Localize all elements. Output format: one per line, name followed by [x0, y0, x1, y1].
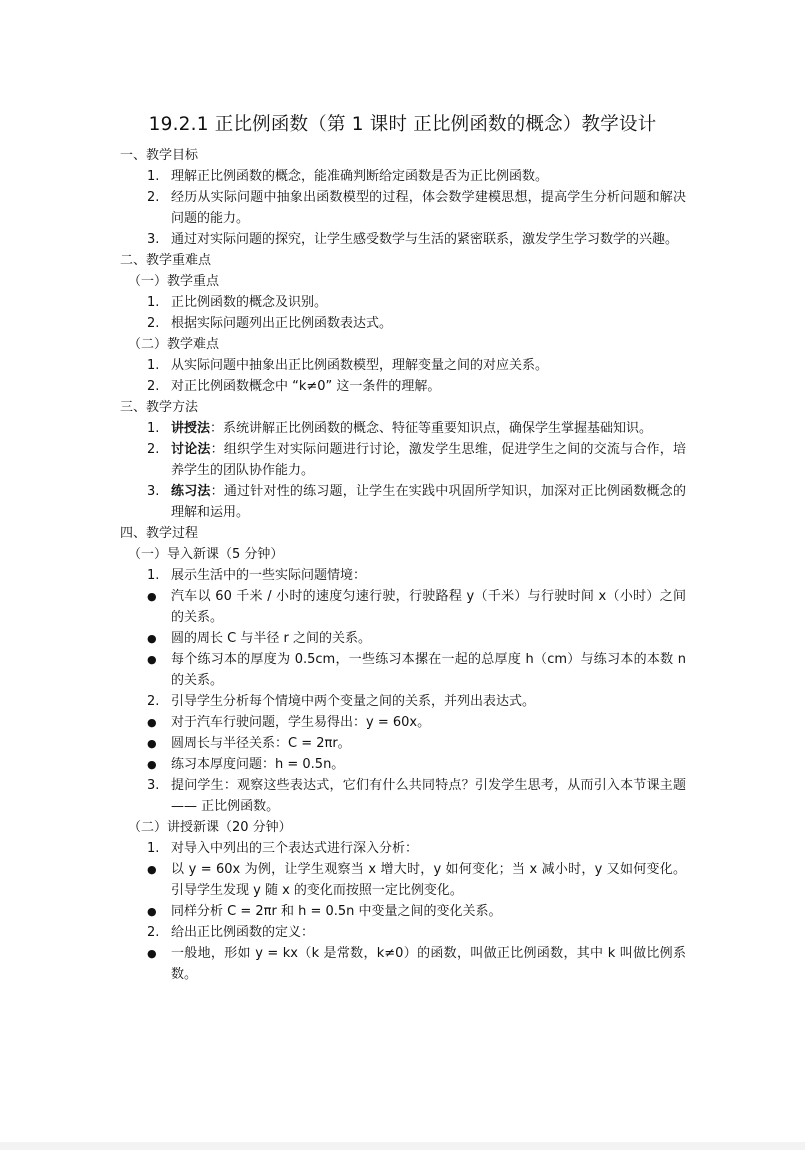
subsection-heading: （二）教学难点 — [128, 337, 220, 352]
method-label: 练习法 — [171, 484, 211, 499]
bullet-item: ● 对于汽车行驶问题，学生易得出：y = 60x。 — [120, 712, 686, 733]
list-item: 2. 讨论法：组织学生对实际问题进行讨论，激发学生思维，促进学生之间的交流与合作，培养学生的团队协作能力。 — [147, 442, 686, 478]
section-heading: 四、教学过程 — [120, 526, 199, 541]
bullet-item: ● 同样分析 C = 2πr 和 h = 0.5n 中变量之间的变化关系。 — [120, 901, 686, 922]
bullet-icon: ● — [147, 947, 157, 960]
bullet-icon: ● — [147, 737, 157, 750]
list-item: 3. 练习法：通过针对性的练习题，让学生在实践中巩固所学知识，加深对正比例函数概念的理解和运用。 — [147, 484, 686, 520]
bullet-item: ● 每个练习本的厚度为 0.5cm，一些练习本摞在一起的总厚度 h（cm）与练习本的本数 n 的关系。 — [120, 649, 686, 691]
bullet-item: ● 汽车以 60 千米 / 小时的速度匀速行驶，行驶路程 y（千米）与行驶时间 x（小时）之间的关系。 — [120, 586, 686, 628]
list-item: 3. 通过对实际问题的探究，让学生感受数学与生活的紧密联系，激发学生学习数学的兴趣。 — [147, 232, 679, 247]
list-item: 3. 提问学生：观察这些表达式，它们有什么共同特点？引发学生思考，从而引入本节课主题 —— 正比例函数。 — [147, 778, 686, 814]
list-item: 2. 对正比例函数概念中 “k≠0” 这一条件的理解。 — [147, 379, 441, 394]
bullet-icon: ● — [147, 758, 157, 771]
list-item: 2. 经历从实际问题中抽象出函数模型的过程，体会数学建模思想，提高学生分析问题和解决问题的能力。 — [147, 190, 686, 226]
subsection-heading: （一）教学重点 — [128, 274, 220, 289]
bullet-icon: ● — [147, 716, 157, 729]
list-item: 2. 根据实际问题列出正比例函数表达式。 — [147, 316, 393, 331]
subsection-heading: （一）导入新课（5 分钟） — [128, 547, 284, 562]
subsection-heading: （二）讲授新课（20 分钟） — [128, 820, 292, 835]
list-item: 1. 理解正比例函数的概念，能准确判断给定函数是否为正比例函数。 — [147, 169, 549, 184]
list-item: 1. 对导入中列出的三个表达式进行深入分析： — [147, 841, 419, 856]
method-label: 讨论法 — [171, 442, 211, 457]
document-title: 19.2.1 正比例函数（第 1 课时 正比例函数的概念）教学设计 — [148, 114, 657, 135]
bullet-item: ● 练习本厚度问题：h = 0.5n。 — [120, 754, 686, 775]
list-item: 2. 给出正比例函数的定义： — [147, 925, 315, 940]
bullet-item: ● 一般地，形如 y = kx（k 是常数，k≠0）的函数，叫做正比例函数，其中 k 叫做比例系数。 — [120, 943, 686, 985]
bullet-item: ● 圆周长与半径关系：C = 2πr。 — [120, 733, 686, 754]
bullet-item: ● 圆的周长 C 与半径 r 之间的关系。 — [120, 628, 686, 649]
bullet-icon: ● — [147, 590, 157, 603]
list-item: 1. 正比例函数的概念及识别。 — [147, 295, 328, 310]
bullet-icon: ● — [147, 653, 157, 666]
list-item: 2. 引导学生分析每个情境中两个变量之间的关系，并列出表达式。 — [147, 694, 536, 709]
document-body — [120, 145, 686, 985]
bullet-item: ● 以 y = 60x 为例，让学生观察当 x 增大时，y 如何变化；当 x 减小时，y 又如何变化。引导学生发现 y 随 x 的变化而按照一定比例变化。 — [120, 859, 686, 901]
bullet-icon: ● — [147, 863, 157, 876]
section-heading: 二、教学重难点 — [120, 253, 212, 268]
list-item: 1. 展示生活中的一些实际问题情境： — [147, 568, 367, 583]
bullet-icon: ● — [147, 632, 157, 645]
bullet-icon: ● — [147, 905, 157, 918]
list-item: 1. 从实际问题中抽象出正比例函数模型，理解变量之间的对应关系。 — [147, 358, 549, 373]
method-label: 讲授法 — [171, 421, 211, 436]
section-heading: 一、教学目标 — [120, 148, 199, 163]
section-heading: 三、教学方法 — [120, 400, 199, 415]
list-item: 1. 讲授法：系统讲解正比例函数的概念、特征等重要知识点，确保学生掌握基础知识。 — [147, 421, 653, 436]
